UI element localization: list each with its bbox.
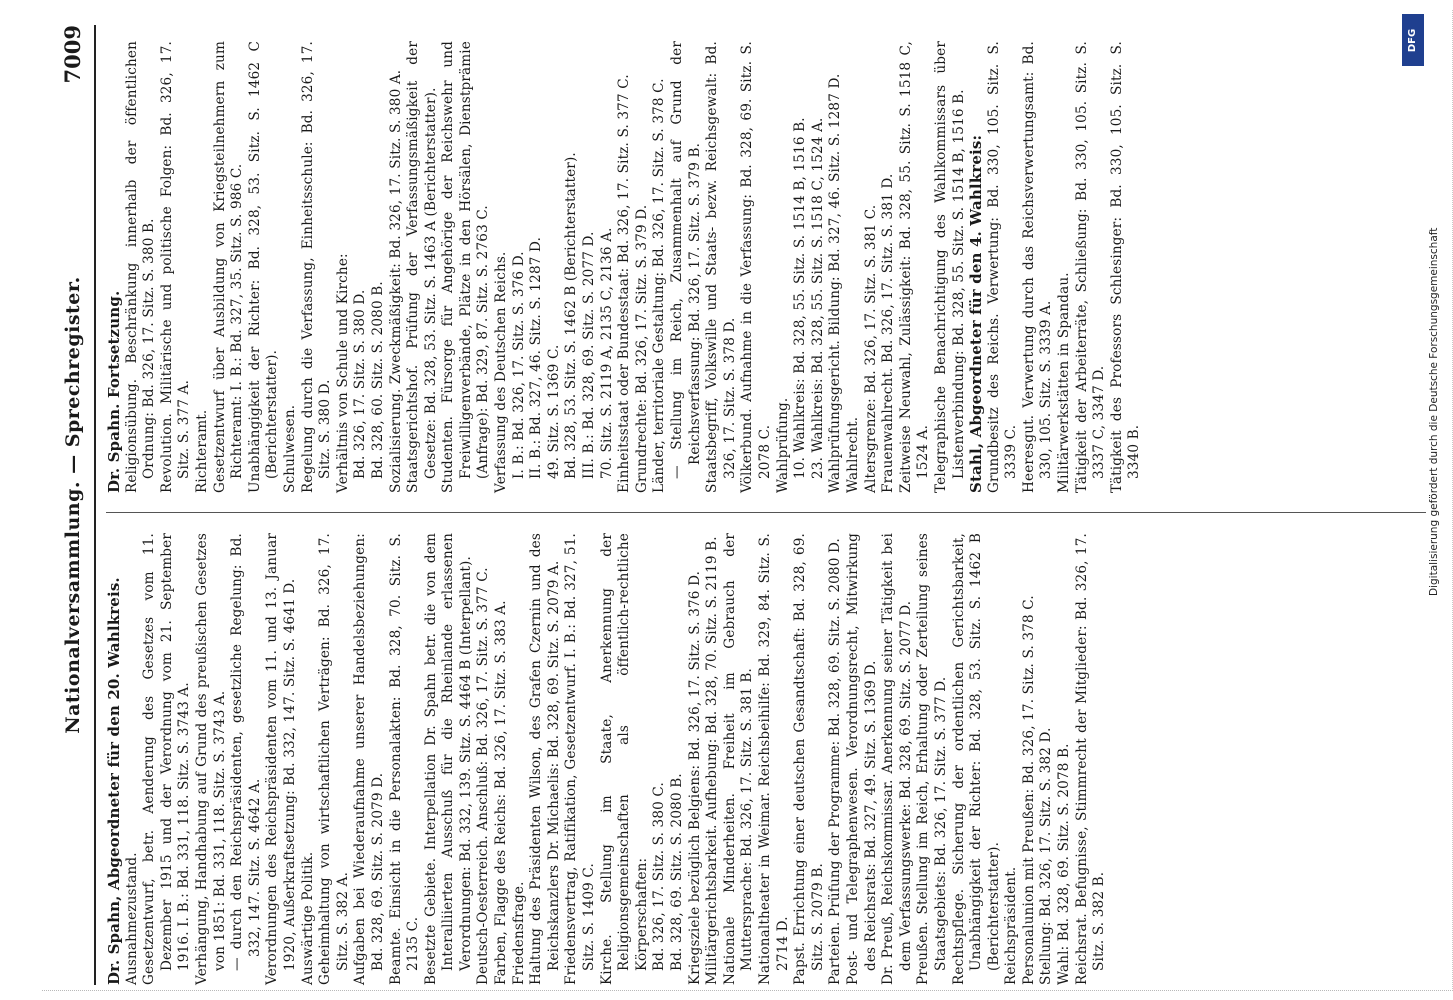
register-entry: Kirche. Stellung im Staate, Anerkennung der Religionsgemeinschaften als öffentlich-rechtliche Körperschaften: [598, 533, 650, 985]
register-entry: Zeitweise Neuwahl, Zulässigkeit: Bd. 328, 55. Sitz. S. 1518 C, 1524 A. [897, 41, 932, 493]
left-column [106, 533, 1436, 985]
register-entry: Bd. 326, 17. Sitz. S. 380 D. [352, 289, 369, 479]
register-entry: 70. Sitz. S. 2119 A, 2135 C, 2136 A. [598, 227, 615, 479]
register-entry: Post- und Telegraphenwesen. Verordnungsrecht, Mitwirkung des Reichsrats: Bd. 327, 49. Sitz. S. 1369 D. [844, 533, 879, 985]
register-entry: Friedensfrage. [510, 881, 527, 985]
register-entry: 10. Wahlkreis: Bd. 328, 55. Sitz. S. 1514 B, 1516 B. [792, 117, 809, 479]
header-rule [94, 25, 96, 985]
register-entry: Dr. Preuß, Reichskommissar. Anerkennung seiner Tätigkeit bei dem Verfassungswerke: Bd. 328, 69. Sitz. S. 2077 D. [880, 533, 914, 985]
dfg-notice-text: Digitalisierung gefördert durch die Deutsche Forschungsgemeinschaft [1428, 227, 1440, 596]
register-entry: Unabhängigkeit der Richter: Bd. 328, 53. Sitz. S. 1462 C (Berichterstatter). [246, 41, 281, 493]
register-entry: Auswärtige Politik. [299, 851, 316, 985]
register-entry: Tätigkeit der Arbeiterräte, Schließung: Bd. 330, 105. Sitz. S. 3337 C, 3347 D. [1073, 41, 1108, 493]
register-entry: Richteramt. [193, 409, 210, 493]
register-entry: I. B.: Bd. 326, 17. Sitz. S. 376 D. [510, 251, 527, 479]
register-entry: Staatsbegriff, Volkswille und Staats- bezw. Reichsgewalt: Bd. 326, 17. Sitz. S. 378 D. [704, 41, 738, 493]
register-entry: Verhängung, Handhabung auf Grund des preußischen Gesetzes von 1851: Bd. 331, 118. Sitz. S. 3743 A. [193, 533, 228, 985]
register-entry: Wahlprüfungsgericht. Bildung: Bd. 327, 46. Sitz. S. 1287 D. [827, 73, 844, 493]
register-entry: Regelung durch die Verfassung, Einheitsschule: Bd. 326, 17. Sitz. S. 380 D. [299, 41, 334, 493]
register-entry: Aufgaben bei Wiederaufnahme unserer Handelsbeziehungen: Bd. 328, 69. Sitz. S. 2079 D. [352, 533, 386, 985]
right-column [106, 41, 1436, 493]
register-entry: 23. Wahlkreis: Bd. 328, 55. Sitz. S. 1518 C, 1524 A. [809, 117, 826, 479]
register-entry: Grundrechte: Bd. 326, 17. Sitz. S. 379 D. [633, 204, 650, 493]
register-entry: Bd. 328, 69. Sitz. S. 2080 B. [669, 773, 685, 971]
register-entry: Gesetzentwurf über Ausbildung von Kriegsteilnehmern zum Richteramt: I. B.: Bd. 327, 35. Sitz. S. 986 C. [211, 41, 246, 493]
register-entry: Staatsgerichtshof. Prüfung der Verfassungsmäßigkeit der Gesetze: Bd. 328, 53. Sitz. S. 1463 A (Berichterstatter). [405, 41, 439, 493]
register-entry: Völkerbund. Aufnahme in die Verfassung: Bd. 328, 69. Sitz. S. 2078 C. [739, 41, 773, 493]
page-title: Nationalversammlung. — Sprechregister. [62, 276, 84, 734]
register-entry: Geheimhaltung von wirtschaftlichen Verträgen: Bd. 326, 17. Sitz. S. 382 A. [317, 533, 351, 985]
register-entry: Länder, territoriale Gestaltung: Bd. 326, 17. Sitz. S. 378 C. [651, 78, 668, 493]
register-entry: Militärgerichtsbarkeit. Aufhebung: Bd. 328, 70. Sitz. S. 2119 B. [704, 536, 721, 985]
speaker-heading: Stahl, Abgeordneter für den 4. Wahlkreis: [967, 134, 986, 493]
register-entry: Reichspräsident. [1003, 866, 1020, 985]
register-entry: Einheitsstaat oder Bundesstaat: Bd. 326, 17. Sitz. S. 377 C. [616, 74, 633, 493]
register-entry: Bd. 326, 17. Sitz. S. 380 C. [651, 782, 668, 971]
register-entry: II. B.: Bd. 327, 46. Sitz. S. 1287 D. [528, 236, 545, 479]
register-page [50, 25, 1450, 985]
register-entry: Nationale Minderheiten. Freiheit im Gebrauch der Muttersprache: Bd. 326, 17. Sitz. S. 381 B. [721, 533, 756, 985]
register-entry: Haltung des Präsidenten Wilson, des Grafen Czernin und des Reichskanzlers Dr. Michaelis: Bd. 328, 69. Sitz. S. 2079 A. [528, 533, 562, 985]
register-entry: Beamte. Einsicht in die Personalakten: Bd. 328, 70. Sitz. S. 2135 C. [387, 533, 422, 985]
register-entry: — durch den Reichspräsidenten, gesetzliche Regelung: Bd. 332, 147. Sitz. S. 4642 A. [229, 533, 263, 971]
register-entry: Wahlrecht. [844, 416, 861, 493]
register-entry: Kriegsziele bezüglich Belgiens: Bd. 326, 17. Sitz. S. 376 D. [686, 570, 703, 985]
register-entry: Frauenwahlrecht. Bd. 326, 17. Sitz. S. 381 D. [880, 173, 897, 493]
register-entry: Reichsrat. Befugnisse, Stimmrecht der Mitglieder: Bd. 326, 17. Sitz. S. 382 B. [1073, 533, 1108, 985]
register-entry: Studenten. Fürsorge für Angehörige der Reichswehr und Freiwilligenverbände, Plätze in den Hörsälen, Dienstprämie (Anfrage): Bd. 329, 87. Sitz. S. 2763 C. [440, 41, 492, 493]
register-entry: Telegraphische Benachrichtigung des Wahlkommissars über Listenverbindung: Bd. 328, 55. Sitz. S. 1514 B, 1516 B. [932, 41, 967, 493]
register-entry: Sozialisierung. Zweckmäßigkeit: Bd. 326, 17. Sitz. S. 380 A. [387, 69, 404, 493]
dfg-logo-icon: DFG [1402, 14, 1424, 66]
speaker-heading: Dr. Spahn, Abgeordneter für den 20. Wahlkreis. [105, 577, 123, 985]
register-entry: Heeresgut. Verwertung durch das Reichsverwertungsamt: Bd. 330, 105. Sitz. S. 3339 A. [1020, 41, 1055, 493]
speaker-heading: Dr. Spahn. Fortsetzung. [105, 290, 123, 493]
register-entry: Verfassung des Deutschen Reichs. [493, 251, 510, 493]
register-entry: — Stellung im Reich, Zusammenhalt auf Grund der Reichsverfassung: Bd. 326, 17. Sitz. S. 379 B. [669, 41, 703, 479]
register-entry: Preußen. Stellung im Reich, Erhaltung oder Zerteilung seines Staatsgebiets: Bd. 326, 17. Sitz. S. 377 D. [915, 533, 949, 985]
register-entry: Deutsch-Oesterreich. Anschluß: Bd. 326, 17. Sitz. S. 377 C. [475, 567, 492, 985]
register-entry: Stellung: Bd. 326, 17. Sitz. S. 382 D. [1038, 727, 1055, 985]
register-entry: Personalunion mit Preußen: Bd. 326, 17. Sitz. S. 378 C. [1020, 595, 1037, 985]
register-entry: Wahl: Bd. 328, 69. Sitz. S. 2078 B. [1056, 743, 1073, 985]
register-entry: Bd. 328, 53. Sitz. S. 1462 B (Berichterstatter). [563, 152, 580, 479]
register-entry: Revolution. Militärische und politische Folgen: Bd. 326, 17. Sitz. S. 377 A. [158, 41, 193, 493]
register-entry: Bd. 328, 60. Sitz. S. 2080 B. [369, 281, 386, 479]
page-number: 7009 [60, 25, 85, 84]
register-entry: Grundbesitz des Reichs. Verwertung: Bd. 330, 105. Sitz. S. 3339 C. [985, 41, 1020, 493]
register-entry: Ausnahmezustand. [123, 852, 140, 985]
register-entry: Religionsübung. Beschränkung innerhalb der öffentlichen Ordnung: Bd. 326, 17. Sitz. S. 380 B. [123, 41, 158, 493]
register-entry: Schulwesen. [281, 404, 298, 493]
column-divider [106, 512, 1426, 513]
register-entry: Papst. Errichtung einer deutschen Gesandtschaft: Bd. 328, 69. Sitz. S. 2079 B. [792, 533, 826, 985]
register-entry: III. B.: Bd. 328, 69. Sitz. S. 2077 D. [581, 231, 598, 479]
register-entry: Gesetzentwurf, betr. Aenderung des Gesetzes vom 11. Dezember 1915 und der Verordnung vom 21. September 1916. I. B.: Bd. 331, 118. Sitz. S. 3743 A. [141, 533, 193, 985]
register-entry: Militärwerkstätten in Spandau. [1056, 272, 1073, 493]
register-entry: Rechtspflege. Sicherung der ordentlichen Gerichtsbarkeit, Unabhängigkeit der Richter: Bd. 328, 53. Sitz. S. 1462 B (Berichterstatter). [950, 533, 1002, 985]
register-entry: Verhältnis von Schule und Kirche: [334, 253, 351, 493]
dfg-notice [1396, 6, 1440, 996]
register-entry: Farben, Flagge des Reichs: Bd. 326, 17. Sitz. S. 383 A. [493, 600, 510, 985]
register-entry: Besetzte Gebiete. Interpellation Dr. Spahn betr. die von dem Interalliierten Ausschuß für die Rheinlande erlassenen Verordnungen: Bd. 332, 139. Sitz. S. 4464 B (Interpellant). [422, 533, 474, 985]
register-entry: Nationaltheater in Weimar. Reichsbeihilfe: Bd. 329, 84. Sitz. S. 2714 D. [756, 533, 791, 985]
register-entry: Parteien. Prüfung der Programme: Bd. 328, 69. Sitz. S. 2080 D. [827, 537, 844, 985]
register-entry: Verordnungen des Reichspräsidenten vom 11. und 13. Januar 1920, Außerkraftsetzung: Bd. 332, 147. Sitz. S. 4641 D. [264, 533, 298, 985]
register-entry: 49. Sitz. S. 1369 C. [545, 344, 562, 479]
register-entry: Friedensvertrag, Ratifikation, Gesetzentwurf. I. B.: Bd. 327, 51. Sitz. S. 1409 C. [563, 533, 598, 985]
register-entry: Tätigkeit des Professors Schlesinger: Bd. 330, 105. Sitz. S. 3340 B. [1108, 41, 1143, 493]
register-entry: Wahlprüfung. [774, 397, 791, 493]
page-header [62, 25, 92, 985]
register-entry: Altersgrenze: Bd. 326, 17. Sitz. S. 381 C. [862, 204, 879, 493]
